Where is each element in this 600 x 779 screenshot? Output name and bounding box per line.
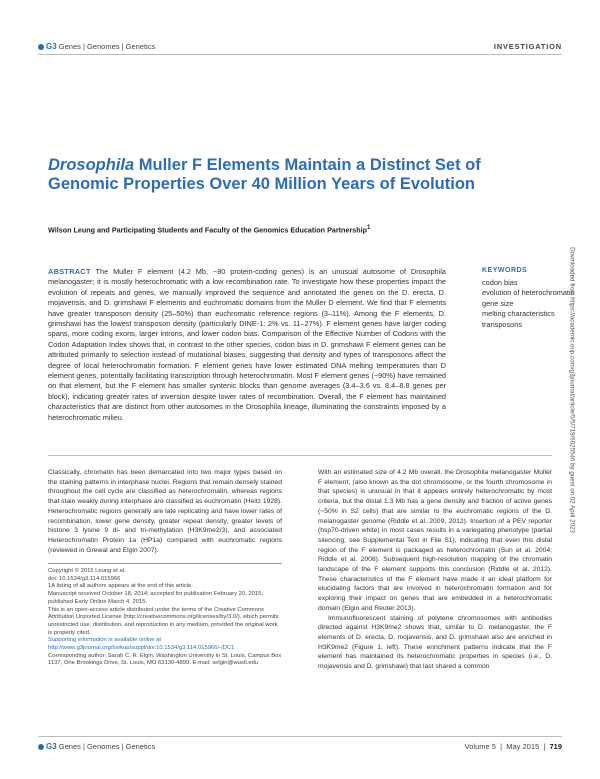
abstract-rule [48, 455, 552, 456]
license-note: This is an open-access article distributed under the terms of the Creative Commons Attribution Unported License (http://creativecommons.org/licenses/by/3.0/), which permits unrestricted use, distribution, and reproduction in any medium, provided the original work is properly cited. [48, 606, 279, 636]
journal-logo [38, 42, 155, 51]
doi: doi: 10.1534/g3.114.015966 [48, 575, 121, 582]
g3-logo-icon [38, 744, 44, 750]
volume: Volume 5 [464, 742, 496, 751]
manuscript-dates: Manuscript received October 18, 2014; accepted for publication February 20, 2015; published Early Online March 4, 2015. [48, 591, 264, 605]
author-listing-note: 1A listing of all authors appears at the end of this article. [48, 583, 193, 590]
keyword-item: gene size [482, 298, 514, 308]
keyword-item: melting characteristics [482, 309, 555, 319]
footer-tagline: Genes | Genomes | Genetics [58, 742, 156, 751]
authors: Wilson Leung and Participating Students and Faculty of the Genomics Education Partnership [48, 225, 368, 235]
author-affiliation-mark: 1 [367, 225, 371, 231]
footnotes [48, 568, 282, 668]
copyright: Copyright © 2015 Leung et al. [48, 568, 126, 574]
body-paragraph-1: Classically, chromatin has been demarcated into two major types based on the staining patterns in interphase nuclei. Regions that remain densely stained throughout the cell cycle are classified as heterochromatin, whereas regions that stain weakly during interphase are classified as euchromatin (Heitz 1928). Heterochromatic regions generally are late replicating and have lower rates of recombination, lower gene density, greater repeat density, greater levels of histone 3 lysine 9 di- and tri-methylation (H3K9me2/3), and associated Heterochromatin Protein 1a (HP1a) compared with euchromatic regions (reviewed in Grewal and Elgin 2007). [48, 469, 282, 554]
author-line [48, 225, 468, 234]
journal-abbrev: G3 [46, 42, 57, 51]
supporting-info-link[interactable]: Supporting information is available online at http://www.g3journal.org/lookup/suppl/doi:10.1534/g3.114.015966/-/DC1 [48, 637, 235, 652]
body-paragraph-3: Immunofluorescent staining of polytene chromosomes with antibodies directed against H3K9me2 shows that, similar to D. melanogaster, the F elements of D. erecta, D. mojavensis, and D. grimshawi also are enriched in H3K9me2 (Figure 1, left). These enrichment patterns indicate that the F element has maintained its heterochromatic properties in species (i.e., D. mojavensis and D. grimshawi) that last shared a common [318, 614, 552, 671]
footer-journal-abbrev: G3 [46, 742, 57, 751]
keywords-label: KEYWORDS [482, 267, 528, 274]
body-column-2 [318, 468, 552, 672]
abstract [48, 267, 446, 423]
keyword-item: codon bias [482, 278, 518, 287]
abstract-label: ABSTRACT [48, 267, 91, 276]
journal-tagline: Genes | Genomes | Genetics [58, 42, 156, 51]
article-title [48, 156, 508, 194]
corresponding-author: Corresponding author: Sarah C. R. Elgin, Washington University in St. Louis, Campus Box 1137, One Brookings Drive, St. Louis, MO 63130-4899. E-mail: selgin@wustl.edu [48, 652, 282, 667]
title-rest: Muller F Elements Maintain a Distinct Set of Genomic Properties Over 40 Million Years of Evolution [48, 156, 481, 193]
keyword-item: transposons [482, 319, 523, 329]
g3-logo-icon [38, 44, 44, 50]
keyword-item: evolution of heterochromatin [482, 288, 575, 298]
footer-page-info: Volume 5 | May 2015 | 719 [464, 742, 562, 751]
page-number: 719 [549, 742, 562, 751]
keywords-list [482, 278, 575, 330]
abstract-text: The Muller F element (4.2 Mb, ~80 protein-coding genes) is an unusual autosome of Drosophila melanogaster; it is mostly heterochromatic with a low recombination rate. To investigate how these properties impact the evolution of repeats and genes, we manually improved the sequence and annotated the genes on the D. erecta, D. mojavensis, and D. grimshawi F elements and euchromatic domains from the Muller D element. We find that F elements have greater transposon density (25–50%) than euchromatic reference regions (3–11%). Among the F elements, D. grimshawi has the lowest transposon density (particularly DINE-1: 2% vs. 11–27%). F element genes have larger coding spans, more coding exons, larger introns, and lower codon bias. Comparison of the Effective Number of Codons with the Codon Adaptation Index shows that, in contrast to the other species, codon bias in D. grimshawi F element genes can be attributed primarily to selection instead of mutational biases, suggesting that density and types of transposons affect the degree of local heterochromatin formation. F element genes have lower estimated DNA melting temperatures than D element genes, potentially facilitating transcription through heterochromatin. Most F element genes (~90%) have remained on that element, but the F element has smaller syntenic blocks than genome averages (3.4–3.6 vs. 8.4–8.8 genes per block), indicating greater rates of inversion despite lower rates of recombination. Overall, the F element has maintained characteristics that are distinct from other autosomes in the Drosophila lineage, illuminating the constraints imposed by a heterochromatic milieu. [48, 267, 446, 422]
section-label: INVESTIGATION [493, 42, 562, 51]
footnote-rule [48, 563, 282, 564]
issue-date: May 2015 [506, 742, 540, 751]
title-italic-part: Drosophila [48, 156, 135, 174]
download-stamp: Downloaded from https://academic.oup.com/g3journal/article/5/5/719/6025546 by guest on 02 April 2023 [568, 247, 576, 533]
body-paragraph-2: With an estimated size of 4.2 Mb overall, the Drosophila melanogaster Muller F element, (also known as the dot chromosome, or the fourth chromosome in that species) is unusual in that it appears entirely heterochromatic by most criteria, but the distal 1.3 Mb has a gene density and fraction of active genes (~50% in S2 cells) that are similar to the euchromatic regions of the D. melanogaster genome (Riddle et al. 2009, 2012). Insertion of a PEV reporter (hsp70-driven white) in most cases results in a variegating phenotype (partial silencing; see Supplemental Text in File S1), indicating that even this distal region of the F element is packaged as heterochromatin (Sun et al. 2004; Riddle et al. 2008). Subsequent high-resolution mapping of the chromatin landscape of the F element supports this conclusion (Riddle et al. 2012). These characteristics of the F element have made it an ideal platform for elucidating factors that are involved in heterochromatin formation and for exploring their impact on genes that are embedded in a heterochromatic domain (Elgin and Reuter 2013). [318, 469, 552, 612]
footer-rule [38, 736, 562, 737]
header-rule [38, 54, 562, 55]
footer-logo [38, 742, 155, 751]
